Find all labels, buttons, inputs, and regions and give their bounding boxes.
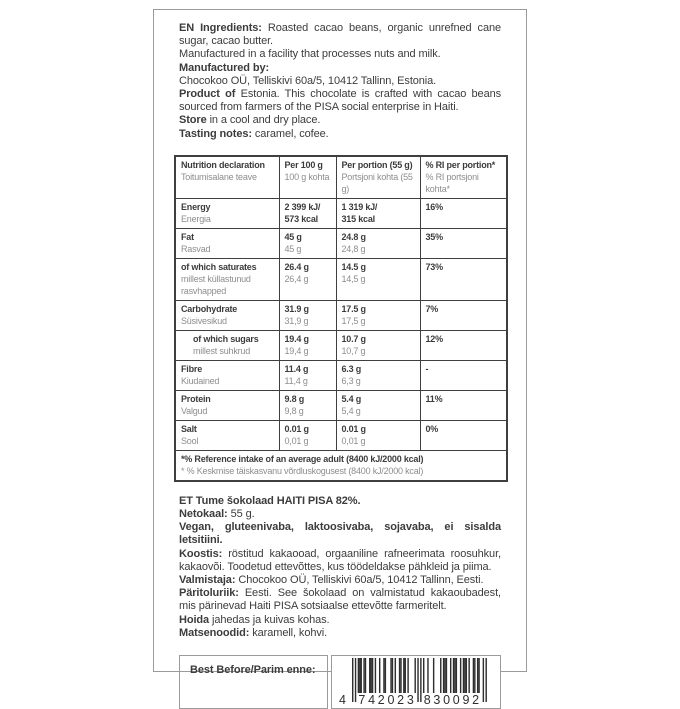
best-before-label: Best Before/Parim enne: [190, 664, 316, 677]
et-paragraph [179, 548, 501, 574]
portion-cell: 6.3 g 6,3 g [336, 360, 420, 390]
et-paragraph-bold: Matsenoodid: [179, 626, 250, 639]
best-before-box [179, 655, 328, 709]
per100-cell: 11.4 g 11,4 g [279, 360, 336, 390]
portion-cell: 24.8 g 24,8 g [336, 228, 420, 258]
nutrient-cell: Energy Energia [175, 198, 279, 228]
header-per100-et: 100 g kohta [284, 171, 330, 182]
nutrition-table-header-row [175, 156, 507, 199]
barcode-box [331, 655, 501, 709]
et-paragraph-text: röstitud kakaooad, orgaaniline rafneerimata roosuhkur, kakaovõi. Toodetud ettevõttes, kus töödeldakse pähkleid ja piima. [179, 547, 501, 573]
header-cell-nutrient [175, 156, 279, 199]
portion-cell: 10.7 g 10,7 g [336, 330, 420, 360]
per100-cell: 26.4 g 26,4 g [279, 258, 336, 300]
et-paragraph-bold: Vegan, gluteenivaba, laktoosivaba, sojavaba, ei sisalda letsitiini. [179, 521, 501, 547]
et-paragraph [179, 495, 501, 508]
header-ri-en: % RI per portion* [425, 159, 496, 170]
ri-cell: 7% [420, 300, 507, 330]
nutrient-cell: Protein Valgud [175, 390, 279, 420]
header-cell-ri [420, 156, 507, 199]
en-paragraph-text: caramel, cofee. [251, 127, 329, 140]
et-paragraph [179, 587, 501, 613]
et-paragraph [179, 614, 501, 627]
nutrient-cell: of which sugars millest suhkrud [175, 330, 279, 360]
per100-cell: 45 g 45 g [279, 228, 336, 258]
en-paragraph-bold: Tasting notes: [179, 127, 252, 140]
et-section [179, 495, 501, 640]
nutrition-row [175, 360, 507, 390]
header-portion-en: Per portion (55 g) [341, 159, 413, 170]
nutrition-table [174, 155, 508, 482]
en-paragraph-text: Manufactured in a facility that processes nuts and milk. [179, 48, 441, 61]
header-nutrient-et: Toitumisalane teave [181, 171, 257, 182]
ri-cell: 11% [420, 390, 507, 420]
en-paragraph [179, 22, 501, 48]
en-section [179, 22, 501, 141]
ri-cell: 16% [420, 198, 507, 228]
et-paragraph-bold: Koostis: [179, 547, 223, 560]
et-paragraph-bold: Päritoluriik: [179, 587, 239, 600]
ri-cell: 12% [420, 330, 507, 360]
footnote-et: * % Keskmise täiskasvanu võrdluskogusest (8400 kJ/2000 kcal) [181, 465, 424, 476]
product-label [153, 9, 527, 708]
header-cell-portion [336, 156, 420, 199]
en-paragraph-text: Chocokoo OÜ, Telliskivi 60a/5, 10412 Tallinn, Estonia. [179, 74, 437, 87]
per100-cell: 19.4 g 19,4 g [279, 330, 336, 360]
nutrient-cell: Fibre Kiudained [175, 360, 279, 390]
portion-cell: 1 319 kJ/ 315 kcal [336, 198, 420, 228]
header-portion-et: Portsjoni kohta (55 g) [341, 171, 413, 194]
et-paragraph [179, 521, 501, 547]
footnote-en: *% Reference intake of an average adult (8400 kJ/2000 kcal) [181, 453, 424, 464]
nutrition-row [175, 198, 507, 228]
et-paragraph-text: jahedas ja kuivas kohas. [209, 613, 330, 626]
nutrition-row [175, 420, 507, 450]
portion-cell: 17.5 g 17,5 g [336, 300, 420, 330]
ri-cell: 73% [420, 258, 507, 300]
per100-cell: 9.8 g 9,8 g [279, 390, 336, 420]
en-paragraph [179, 48, 501, 61]
en-paragraph-text: in a cool and dry place. [206, 114, 321, 127]
per100-cell: 2 399 kJ/ 573 kcal [279, 198, 336, 228]
en-paragraph-bold: EN Ingredients: [179, 22, 262, 34]
et-paragraph-bold: Netokaal: [179, 508, 228, 521]
et-paragraph-text: 55 g. [227, 508, 255, 521]
en-paragraph-bold: Manufactured by: [179, 61, 270, 74]
et-paragraph-bold: ET Tume šokolaad HAITI PISA 82%. [179, 494, 361, 507]
portion-cell: 0.01 g 0,01 g [336, 420, 420, 450]
en-paragraph-text: Estonia. This chocolate is crafted with cacao beans sourced from farmers of the PISA social enterprise in Haiti. [179, 88, 502, 114]
nutrition-table-footnote-row [175, 450, 507, 481]
ri-cell: 0% [420, 420, 507, 450]
en-paragraph [179, 75, 501, 88]
ri-cell: 35% [420, 228, 507, 258]
nutrition-row [175, 228, 507, 258]
nutrition-row [175, 258, 507, 300]
nutrition-row [175, 300, 507, 330]
svg-text:742023: 742023 [358, 693, 414, 708]
header-ri-et: % RI portsjoni kohta* [425, 171, 479, 194]
nutrient-cell: of which saturates millest küllastunud rasvhapped [175, 258, 279, 300]
et-paragraph-text: Eesti. See šokolaad on valmistatud kakaoubadest, mis pärinevad Haiti PISA sotsiaalse ettevõtte farmeritelt. [179, 587, 501, 613]
et-paragraph-text: Chocokoo OÜ, Telliskivi 60a/5, 10412 Tallinn, Eesti. [235, 574, 484, 587]
svg-text:4: 4 [339, 693, 346, 708]
portion-cell: 5.4 g 5,4 g [336, 390, 420, 420]
per100-cell: 0.01 g 0,01 g [279, 420, 336, 450]
nutrient-cell: Fat Rasvad [175, 228, 279, 258]
en-paragraph-text: Roasted cacao beans, organic unrefned cane sugar, cacao butter. [179, 22, 501, 48]
en-paragraph [179, 88, 501, 114]
nutrition-row [175, 330, 507, 360]
et-paragraph-bold: Hoida [179, 613, 210, 626]
ean13-barcode [332, 656, 499, 707]
en-paragraph [179, 114, 501, 127]
per100-cell: 31.9 g 31,9 g [279, 300, 336, 330]
et-paragraph-text: karamell, kohvi. [249, 626, 328, 639]
svg-text:830092: 830092 [423, 693, 480, 708]
bottom-row [179, 655, 501, 709]
nutrient-cell: Salt Sool [175, 420, 279, 450]
et-paragraph [179, 627, 501, 640]
en-paragraph-bold: Store [179, 114, 207, 127]
portion-cell: 14.5 g 14,5 g [336, 258, 420, 300]
nutrition-row [175, 390, 507, 420]
en-paragraph-bold: Product of [179, 88, 236, 101]
en-paragraph [179, 62, 501, 75]
et-paragraph [179, 508, 501, 521]
footnote-cell [175, 450, 507, 481]
nutrient-cell: Carbohydrate Süsivesikud [175, 300, 279, 330]
header-nutrient-en: Nutrition declaration [181, 159, 265, 170]
header-cell-per100 [279, 156, 336, 199]
header-per100-en: Per 100 g [284, 159, 323, 170]
en-paragraph [179, 128, 501, 141]
et-paragraph [179, 574, 501, 587]
ri-cell: - [420, 360, 507, 390]
et-paragraph-bold: Valmistaja: [179, 574, 236, 587]
